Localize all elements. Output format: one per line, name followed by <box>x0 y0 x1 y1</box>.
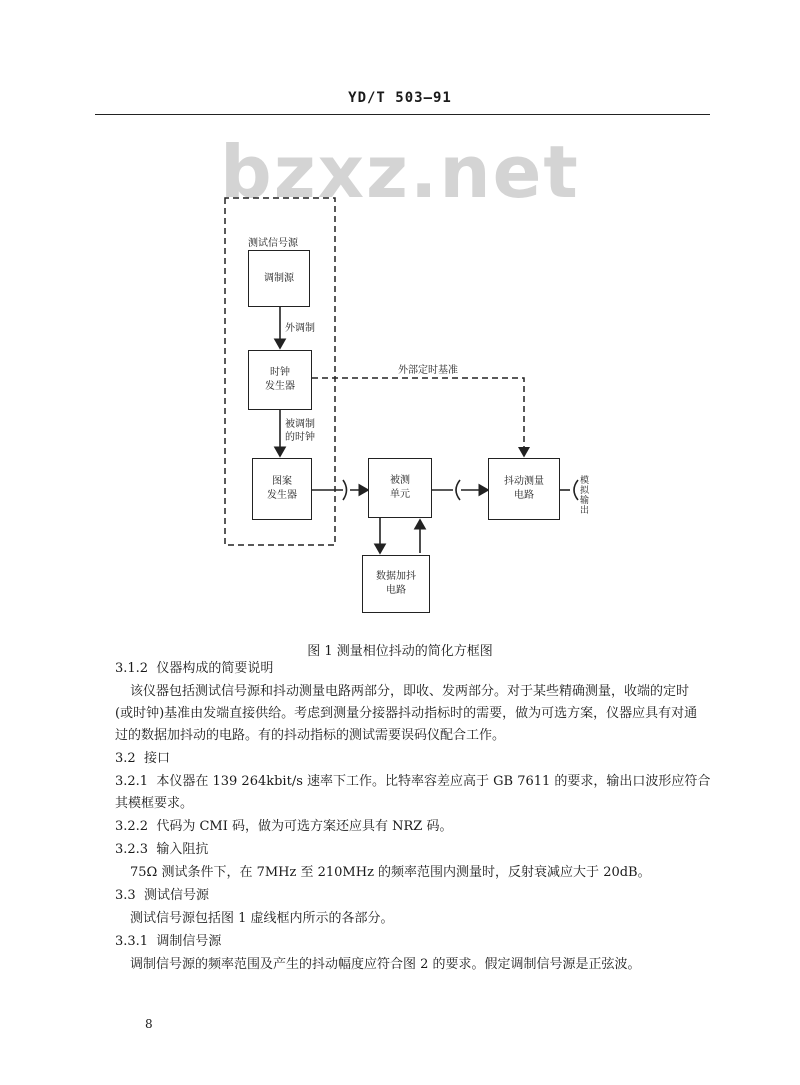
connector-2 <box>456 480 460 500</box>
section-3-3: 3.3 测试信号源 <box>115 888 209 903</box>
ext-timing-label: 外部定时基准 <box>398 365 458 376</box>
paragraph-line: 过的数据加抖动的电路。有的抖动指标的测试需要误码仪配合工作。 <box>115 728 506 743</box>
paragraph-line: 其模框要求。 <box>115 796 194 811</box>
section-3-2-1: 3.2.1 本仪器在 139 264kbit/s 速率下工作。比特率容差应高于 GB 7611 的要求，输出口波形应符合 <box>115 774 711 789</box>
paragraph-line: (或时钟)基准由发端直接供给。考虑到测量分接器抖动指标时的需要，做为可选方案，仪器应具有对通 <box>115 706 698 721</box>
section-3-2-3: 3.2.3 输入阻抗 <box>115 842 209 857</box>
paragraph-line: 该仪器包括测试信号源和抖动测量电路两部分，即收、发两部分。对于某些精确测量，收端的定时 <box>130 684 690 699</box>
connector-1 <box>343 480 347 500</box>
paragraph-line: 调制信号源的频率范围及产生的抖动幅度应符合图 2 的要求。假定调制信号源是正弦波。 <box>130 957 641 972</box>
ext-timing-dashed-line <box>312 378 524 456</box>
connector-3 <box>574 480 578 500</box>
section-3-2: 3.2 接口 <box>115 751 170 766</box>
dut-box: 被测 单元 <box>368 458 432 518</box>
clock-generator-box: 时钟 发生器 <box>248 350 312 410</box>
jitter-measurement-box: 抖动测量 电路 <box>488 458 560 520</box>
analog-output-label: 模 拟 输 出 <box>580 476 590 516</box>
watermark: bzxz.net <box>220 130 580 214</box>
section-3-2-2: 3.2.2 代码为 CMI 码，做为可选方案还应具有 NRZ 码。 <box>115 819 453 834</box>
data-jitter-box: 数据加抖 电路 <box>362 555 430 613</box>
section-3-3-1: 3.3.1 调制信号源 <box>115 934 222 949</box>
paragraph-line: 测试信号源包括图 1 虚线框内所示的各部分。 <box>130 911 394 926</box>
modulation-source-box: 调制源 <box>248 250 310 307</box>
ext-mod-label: 外调制 <box>285 323 315 334</box>
pattern-generator-box: 图案 发生器 <box>252 458 312 520</box>
section-3-1-2: 3.1.2 仪器构成的简要说明 <box>115 661 274 676</box>
signal-source-label: 测试信号源 <box>248 238 298 249</box>
paragraph-line: 75Ω 测试条件下，在 7MHz 至 210MHz 的频率范围内测量时，反射衰减应大于 20dB。 <box>130 865 651 880</box>
document-code-header: YD/T 503—91 <box>348 90 452 106</box>
page-number: 8 <box>145 1017 153 1031</box>
modulated-clock-label: 被调制 的时钟 <box>285 419 315 443</box>
figure-caption: 图 1 测量相位抖动的简化方框图 <box>307 644 493 659</box>
